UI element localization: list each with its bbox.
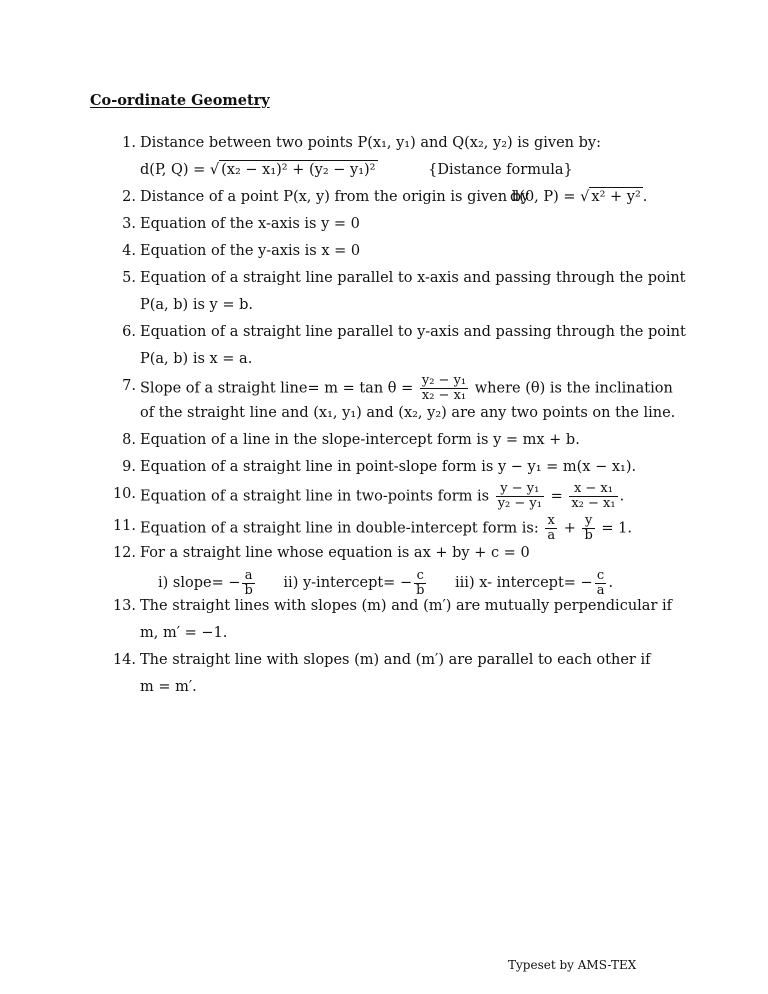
- list-item-5: [0, 266, 768, 290]
- item-5-continuation: P(a, b) is y = b.: [140, 297, 253, 313]
- distance-note: {Distance formula}: [428, 162, 573, 178]
- typeset-footer: Typeset by AMS-TEX: [508, 958, 637, 972]
- item-text: Equation of a straight line in two-points form is: [140, 488, 490, 505]
- list-item-12: [0, 541, 768, 565]
- item-number: 12.: [112, 545, 136, 561]
- fraction-numerator: x: [547, 513, 555, 528]
- item-number: 4.: [122, 243, 136, 259]
- item-text: Distance of a point P(x, y) from the origin is given by: [140, 189, 530, 205]
- item-number: 11.: [112, 518, 136, 534]
- item-text: Equation of a straight line parallel to y-axis and passing through the point: [140, 324, 686, 340]
- list-item-4: [0, 239, 768, 263]
- list-item-10: [0, 481, 768, 511]
- item-number: 8.: [122, 432, 136, 448]
- slope-line: [140, 374, 673, 403]
- origin-formula: d(0, P) = √ x² + y² .: [510, 189, 648, 205]
- two-point-line: Equation of a straight line in two-points form is $\frac{\text{y − y₁}}{\text{y₂ − y₁}}$ = $\frac{\text{x − x₁}}{\text{x₂ − x₁}}$ .: [140, 481, 625, 511]
- fraction-denominator: y₂ − y₁: [497, 496, 542, 511]
- equals-one: = 1.: [601, 520, 632, 537]
- origin-radicand: x² + y²: [591, 189, 641, 205]
- list-item-13: [0, 594, 768, 618]
- fraction-numerator: y − y₁: [500, 481, 540, 496]
- double-intercept-line: [140, 514, 632, 543]
- fraction-denominator: a: [547, 528, 556, 543]
- two-point-fraction-left: [496, 482, 544, 511]
- item-text: Equation of the y-axis is x = 0: [140, 243, 361, 259]
- item-6-continuation: P(a, b) is x = a.: [140, 351, 253, 367]
- distance-radicand: (x₂ − x₁)² + (y₂ − y₁)²: [221, 162, 376, 178]
- item-text: The straight line with slopes (m) and (m′) are parallel to each other if: [140, 652, 651, 668]
- item-number: 7.: [122, 378, 136, 394]
- item-number: 14.: [112, 652, 136, 668]
- distance-formula: [140, 158, 573, 182]
- item-number: 2.: [122, 189, 136, 205]
- list-item-1: [0, 131, 768, 155]
- item-text: Slope of a straight line= m = tan θ =: [140, 380, 414, 397]
- sqrt-sign: √: [580, 189, 590, 205]
- y-over-b-fraction: [582, 514, 594, 543]
- item-text: Equation of a line in the slope-intercept form is y = mx + b.: [140, 432, 580, 448]
- item-text: Equation of a straight line parallel to x-axis and passing through the point: [140, 270, 686, 286]
- item-text: For a straight line whose equation is ax + by + c = 0: [140, 545, 530, 561]
- list-item-14: [0, 648, 768, 672]
- item-number: 10.: [112, 486, 136, 502]
- item-13-continuation: m, m′ = −1.: [140, 625, 228, 641]
- item-7-continuation: of the straight line and (x₁, y₁) and (x₂, y₂) are any two points on the line.: [140, 405, 676, 421]
- fraction-numerator: c: [416, 567, 424, 583]
- page-title: Co-ordinate Geometry: [90, 92, 270, 109]
- item-number: 1.: [122, 135, 136, 151]
- item-number: 9.: [122, 459, 136, 475]
- item-text: Equation of the x-axis is y = 0: [140, 216, 360, 232]
- origin-lhs: d(0, P) =: [510, 189, 576, 205]
- item-text: Equation of a straight line in double-intercept form is:: [140, 520, 539, 537]
- fraction-numerator: a: [244, 567, 253, 583]
- equals-sign: =: [550, 488, 563, 505]
- item-14-continuation: m = m′.: [140, 679, 197, 695]
- fraction-numerator: x − x₁: [573, 481, 613, 496]
- list-item-3: [0, 212, 768, 236]
- list-item-9: [0, 455, 768, 479]
- item-text: The straight lines with slopes (m) and (m′) are mutually perpendicular if: [140, 598, 672, 614]
- fraction-denominator: a: [596, 582, 605, 598]
- list-item-11: [0, 513, 768, 543]
- distance-lhs: d(P, Q) =: [140, 162, 206, 178]
- fraction-numerator: c: [596, 567, 605, 583]
- x-intercept-label: iii) x- intercept= −: [455, 575, 593, 591]
- fraction-numerator: y₂ − y₁: [421, 373, 467, 388]
- list-item-7: [0, 373, 768, 403]
- y-intercept-label: ii) y-intercept= −: [283, 575, 413, 591]
- slope-label: i) slope= −: [158, 575, 241, 591]
- x-over-a-fraction: [545, 514, 557, 543]
- item-number: 6.: [122, 324, 136, 340]
- slope-after-text: where (θ) is the inclination: [474, 380, 673, 397]
- list-item-8: [0, 428, 768, 452]
- item-number: 5.: [122, 270, 136, 286]
- item-number: 3.: [122, 216, 136, 232]
- item-text: Equation of a straight line in point-slope form is y − y₁ = m(x − x₁).: [140, 459, 637, 475]
- slope-fraction: [420, 374, 468, 403]
- sqrt-sign: √: [209, 162, 220, 178]
- two-point-fraction-right: [569, 482, 617, 511]
- fraction-denominator: b: [244, 582, 253, 598]
- item-text: Distance between two points P(x₁, y₁) and Q(x₂, y₂) is given by:: [140, 135, 601, 151]
- fraction-denominator: x₂ − x₁: [420, 388, 468, 403]
- fraction-denominator: x₂ − x₁: [571, 496, 616, 511]
- plus-sign: +: [563, 520, 576, 537]
- item-12-subparts: i) slope= − $\frac{a}{b}$ ii) y-intercept= − $\frac{c}{b}$ iii) x- intercept= − $\frac{c}{a}$ .: [158, 567, 614, 598]
- list-item-6: [0, 320, 768, 344]
- list-item-2: [0, 185, 768, 209]
- item-number: 13.: [112, 598, 136, 614]
- fraction-denominator: b: [416, 582, 425, 598]
- fraction-numerator: y: [584, 513, 593, 528]
- fraction-denominator: b: [584, 528, 593, 543]
